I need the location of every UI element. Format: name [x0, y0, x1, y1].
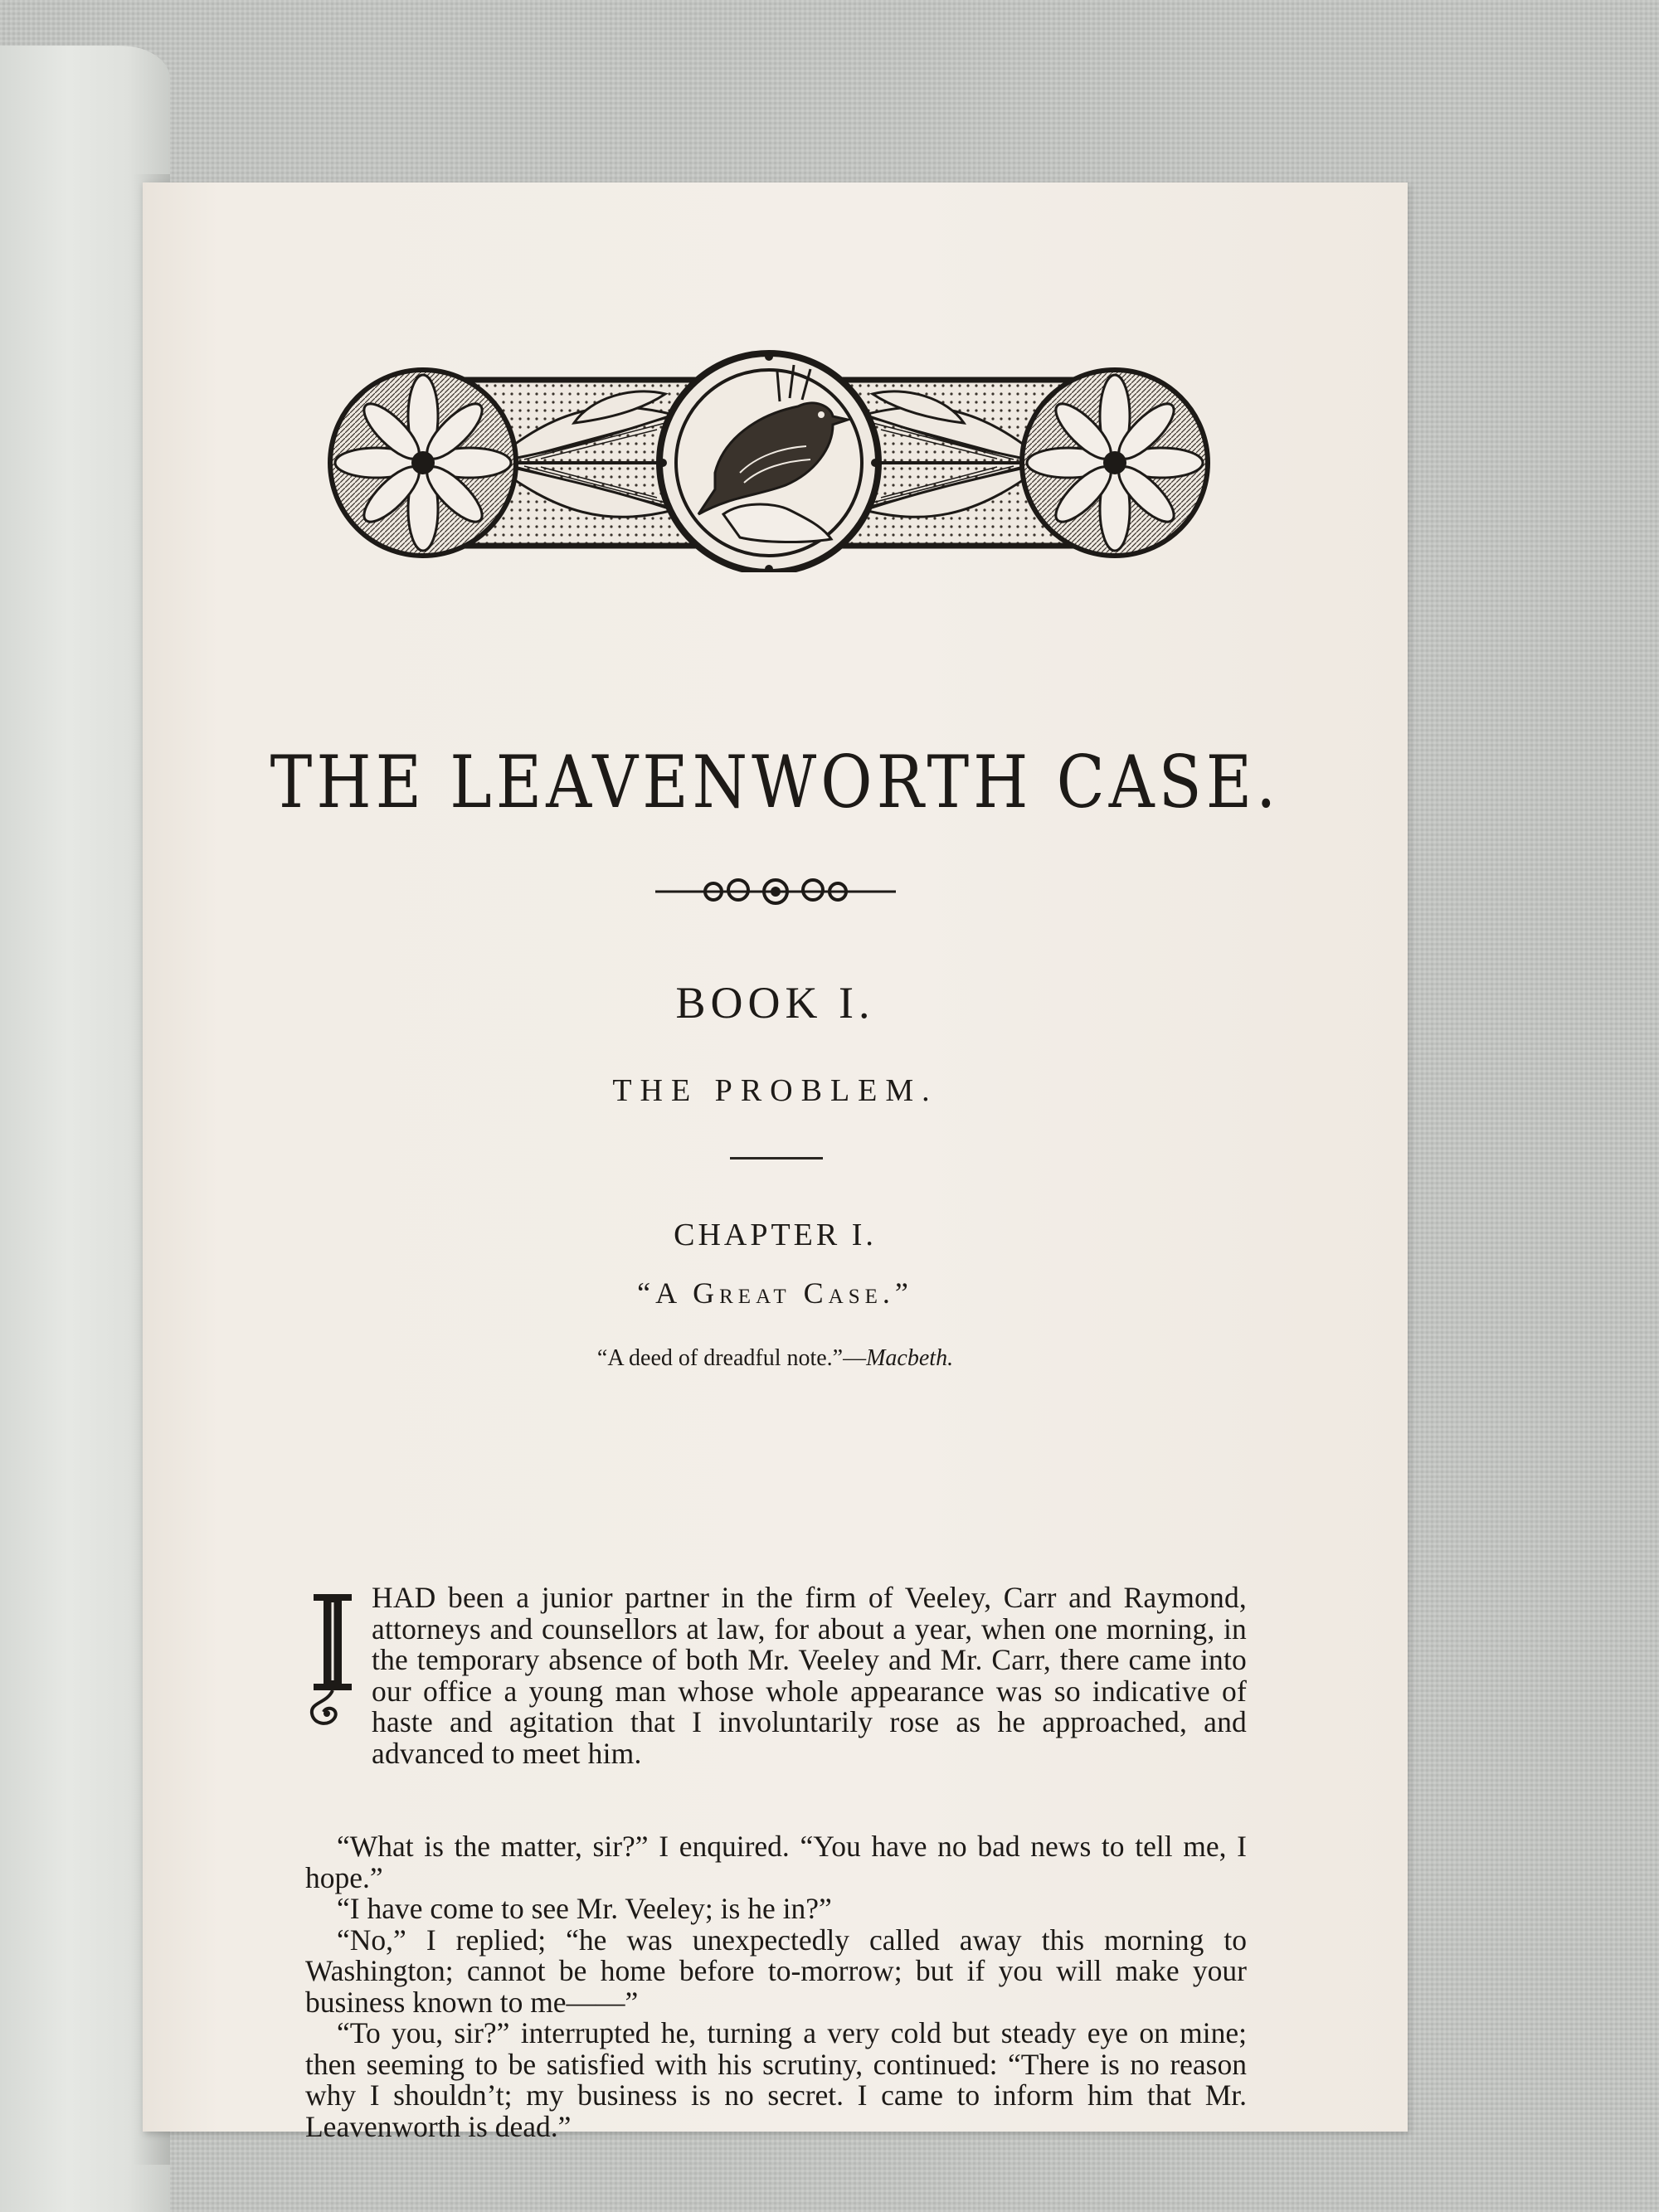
paragraph: “No,” I replied; “he was unexpectedly called away this morning to Washington; cannot be home before to-morrow; but if you will make your business known to me——” — [305, 1923, 1247, 2019]
paragraph — [305, 1582, 1247, 1831]
paragraph: “What is the matter, sir?” I enquired. “You have no bad news to tell me, I hope.” — [305, 1830, 1247, 1894]
epigraph-source: Macbeth. — [866, 1345, 954, 1371]
paragraph-text: HAD been a junior partner in the firm of Veeley, Carr and Raymond, attorneys and counsellors at law, for about a year, when one morning, in the temporary absence of both Mr. Veeley and Mr. Carr, there came into our office a young man whose whole appearance was so indicative of haste and agitation that I involuntarily rose as he approached, and advanced to meet him. — [372, 1581, 1247, 1770]
part-title: THE PROBLEM. — [612, 1073, 938, 1108]
flower-roundel-icon — [1022, 370, 1208, 556]
epigraph-quote: “A deed of dreadful note.”— — [596, 1345, 867, 1371]
headpiece-ornament — [325, 348, 1213, 572]
chapter-body — [305, 1582, 1247, 2142]
paragraph: “I have come to see Mr. Veeley; is he in?” — [337, 1892, 832, 1925]
book-page — [143, 182, 1408, 2143]
bird-medallion-icon — [659, 352, 879, 572]
title-flourish-icon — [655, 875, 896, 908]
section-divider — [730, 1157, 823, 1159]
drop-cap — [302, 1587, 363, 1737]
book-heading: BOOK I. — [675, 978, 875, 1028]
chapter-title: “A Great Case.” — [637, 1276, 913, 1310]
epigraph — [143, 1345, 1408, 1372]
drop-cap-ornament-icon — [302, 1587, 363, 1737]
book-title: THE LEAVENWORTH CASE. — [270, 739, 1281, 824]
flower-roundel-icon — [330, 370, 516, 556]
chapter-heading: CHAPTER I. — [674, 1218, 877, 1252]
paragraph: “To you, sir?” interrupted he, turning a very cold but steady eye on mine; then seeming to be satisfied with his scrutiny, continued: “There is no reason why I shouldn’t; my business is no secret. I came to inform him that Mr. Leavenworth is dead.” — [305, 2016, 1247, 2143]
